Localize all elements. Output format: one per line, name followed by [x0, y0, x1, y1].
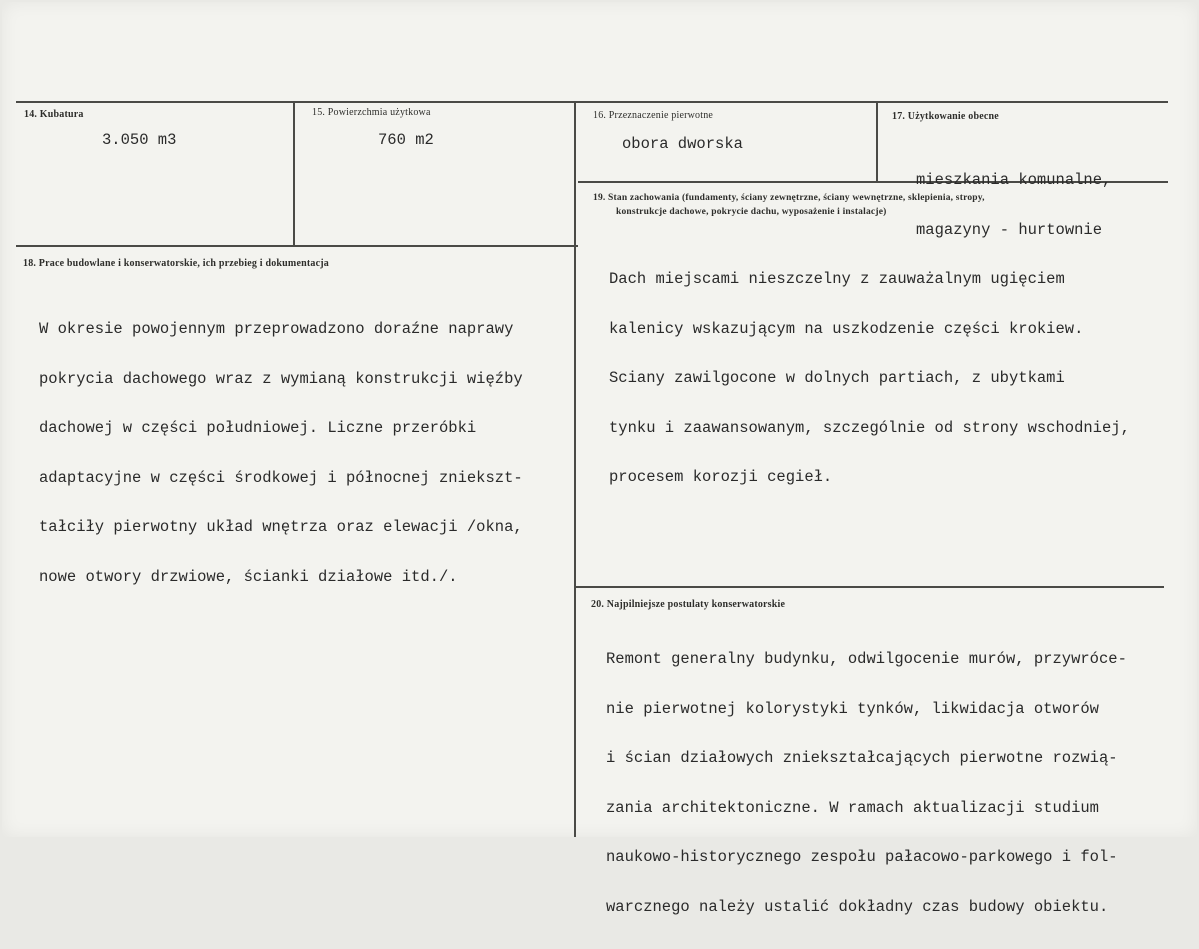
rule-v-16-17	[876, 101, 878, 183]
text-line: Remont generalny budynku, odwilgocenie murów, przywróce-	[606, 650, 1127, 668]
text-line: mieszkania komunalne,	[916, 171, 1112, 189]
field-18-value	[39, 288, 523, 618]
field-14-value: 3.050 m3	[102, 131, 177, 149]
text-line: zania architektoniczne. W ramach aktualizacji studium	[606, 798, 1099, 817]
text-line: Dach miejscami nieszczelny z zauważalnym ugięciem	[609, 270, 1065, 288]
field-15-value: 760 m2	[378, 131, 434, 149]
text-line: pokrycia dachowego wraz z wymianą konstrukcji więźby	[39, 369, 523, 388]
field-20-value	[606, 618, 1127, 948]
text-line: naukowo-historycznego zespołu pałacowo-parkowego i fol-	[606, 848, 1118, 866]
text-line: warcznego należy ustalić dokładny czas budowy obiektu.	[606, 897, 1109, 916]
text-line: tynku i zaawansowanym, szczególnie od strony wschodniej,	[609, 418, 1130, 437]
field-19-label-line2: konstrukcje dachowe, pokrycie dachu, wyposażenie i instalacje)	[616, 207, 887, 217]
rule-v-main	[574, 101, 576, 837]
text-line: procesem korozji cegieł.	[609, 468, 833, 486]
text-line: dachowej w części południowej. Liczne przeróbki	[39, 419, 477, 437]
field-16-label: 16. Przeznaczenie pierwotne	[593, 110, 714, 121]
field-16-value: obora dworska	[622, 135, 743, 153]
field-20-label: 20. Najpilniejsze postulaty konserwatorskie	[591, 599, 786, 610]
field-19-label-line1: 19. Stan zachowania (fundamenty, ściany zewnętrzne, ściany wewnętrzne, sklepienia, stropy,	[593, 193, 985, 203]
field-18-label: 18. Prace budowlane i konserwatorskie, ich przebieg i dokumentacja	[23, 258, 329, 269]
field-19-value	[609, 238, 1130, 519]
rule-v-14-15	[293, 101, 295, 247]
text-line: i ścian działowych zniekształcających pierwotne rozwią-	[606, 749, 1118, 767]
text-line: W okresie powojennym przeprowadzono doraźne naprawy	[39, 320, 514, 338]
text-line: magazyny - hurtownie	[916, 220, 1103, 239]
field-17-label: 17. Użytkowanie obecne	[892, 111, 999, 122]
text-line: adaptacyjne w części środkowej i północnej zniekszt-	[39, 468, 523, 487]
record-card	[2, 2, 1197, 916]
text-line: tałciły pierwotny układ wnętrza oraz elewacji /okna,	[39, 518, 523, 536]
text-line: Sciany zawilgocone w dolnych partiach, z ubytkami	[609, 369, 1065, 387]
field-15-label: 15. Powierzchmia użytkowa	[312, 107, 431, 118]
rule-f20-top	[574, 586, 1164, 588]
text-line: nowe otwory drzwiowe, ścianki działowe itd./.	[39, 567, 458, 586]
text-line: kalenicy wskazującym na uszkodzenie części krokiew.	[609, 319, 1084, 338]
rule-row1-bottom-left	[16, 245, 578, 247]
rule-top	[16, 101, 1168, 103]
field-14-label: 14. Kubatura	[24, 109, 84, 120]
text-line: nie pierwotnej kolorystyki tynków, likwidacja otworów	[606, 699, 1099, 718]
